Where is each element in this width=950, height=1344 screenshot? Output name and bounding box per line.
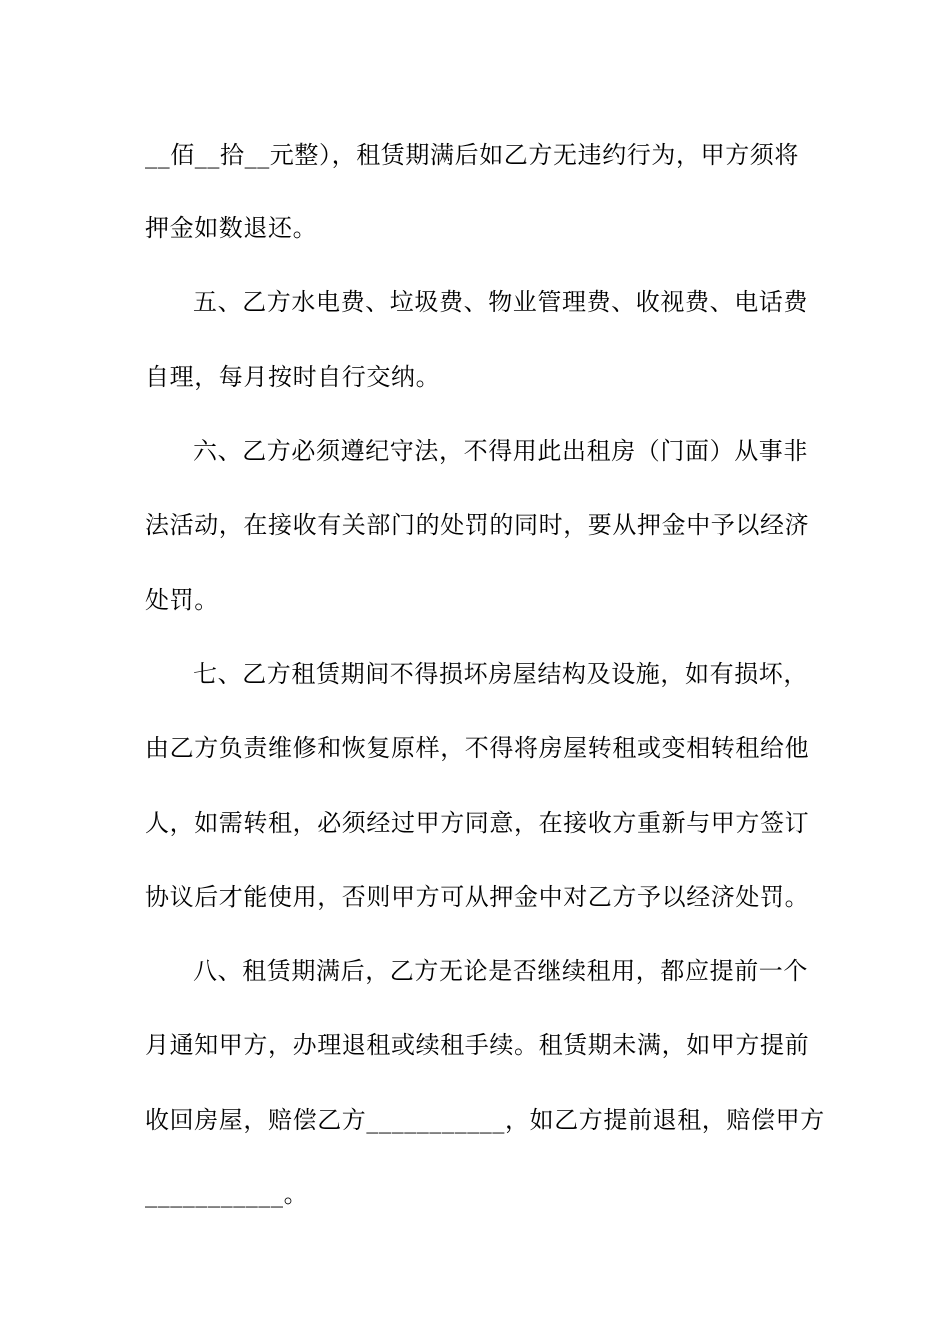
clause-5-heading-line: 五、乙方水电费、垃圾费、物业管理费、收视费、电话费 <box>193 288 808 316</box>
clause-8-heading-line: 八、租赁期满后，乙方无论是否继续租用，都应提前一个 <box>193 957 808 985</box>
text-line: 人，如需转租，必须经过甲方同意，在接收方重新与甲方签订 <box>145 809 810 837</box>
clause-7-heading-line: 七、乙方租赁期间不得损坏房屋结构及设施，如有损坏， <box>193 660 808 688</box>
text-line: 押金如数退还。 <box>145 214 318 242</box>
text-line: 由乙方负责维修和恢复原样，不得将房屋转租或变相转租给他 <box>145 734 810 762</box>
text-line: 收回房屋，赔偿乙方___________，如乙方提前退租，赔偿甲方 <box>145 1106 825 1134</box>
text-line: 法活动，在接收有关部门的处罚的同时，要从押金中予以经济 <box>145 511 810 539</box>
text-line: 月通知甲方，办理退租或续租手续。租赁期未满，如甲方提前 <box>145 1031 810 1059</box>
text-line: 自理，每月按时自行交纳。 <box>145 363 441 391</box>
text-line: 协议后才能使用，否则甲方可从押金中对乙方予以经济处罚。 <box>145 883 810 911</box>
text-line: 处罚。 <box>145 586 219 614</box>
clause-6-heading-line: 六、乙方必须遵纪守法，不得用此出租房（门面）从事非 <box>193 437 808 465</box>
text-line: ___________。 <box>145 1180 309 1208</box>
text-line: __佰__拾__元整），租赁期满后如乙方无违约行为，甲方须将 <box>145 141 799 169</box>
